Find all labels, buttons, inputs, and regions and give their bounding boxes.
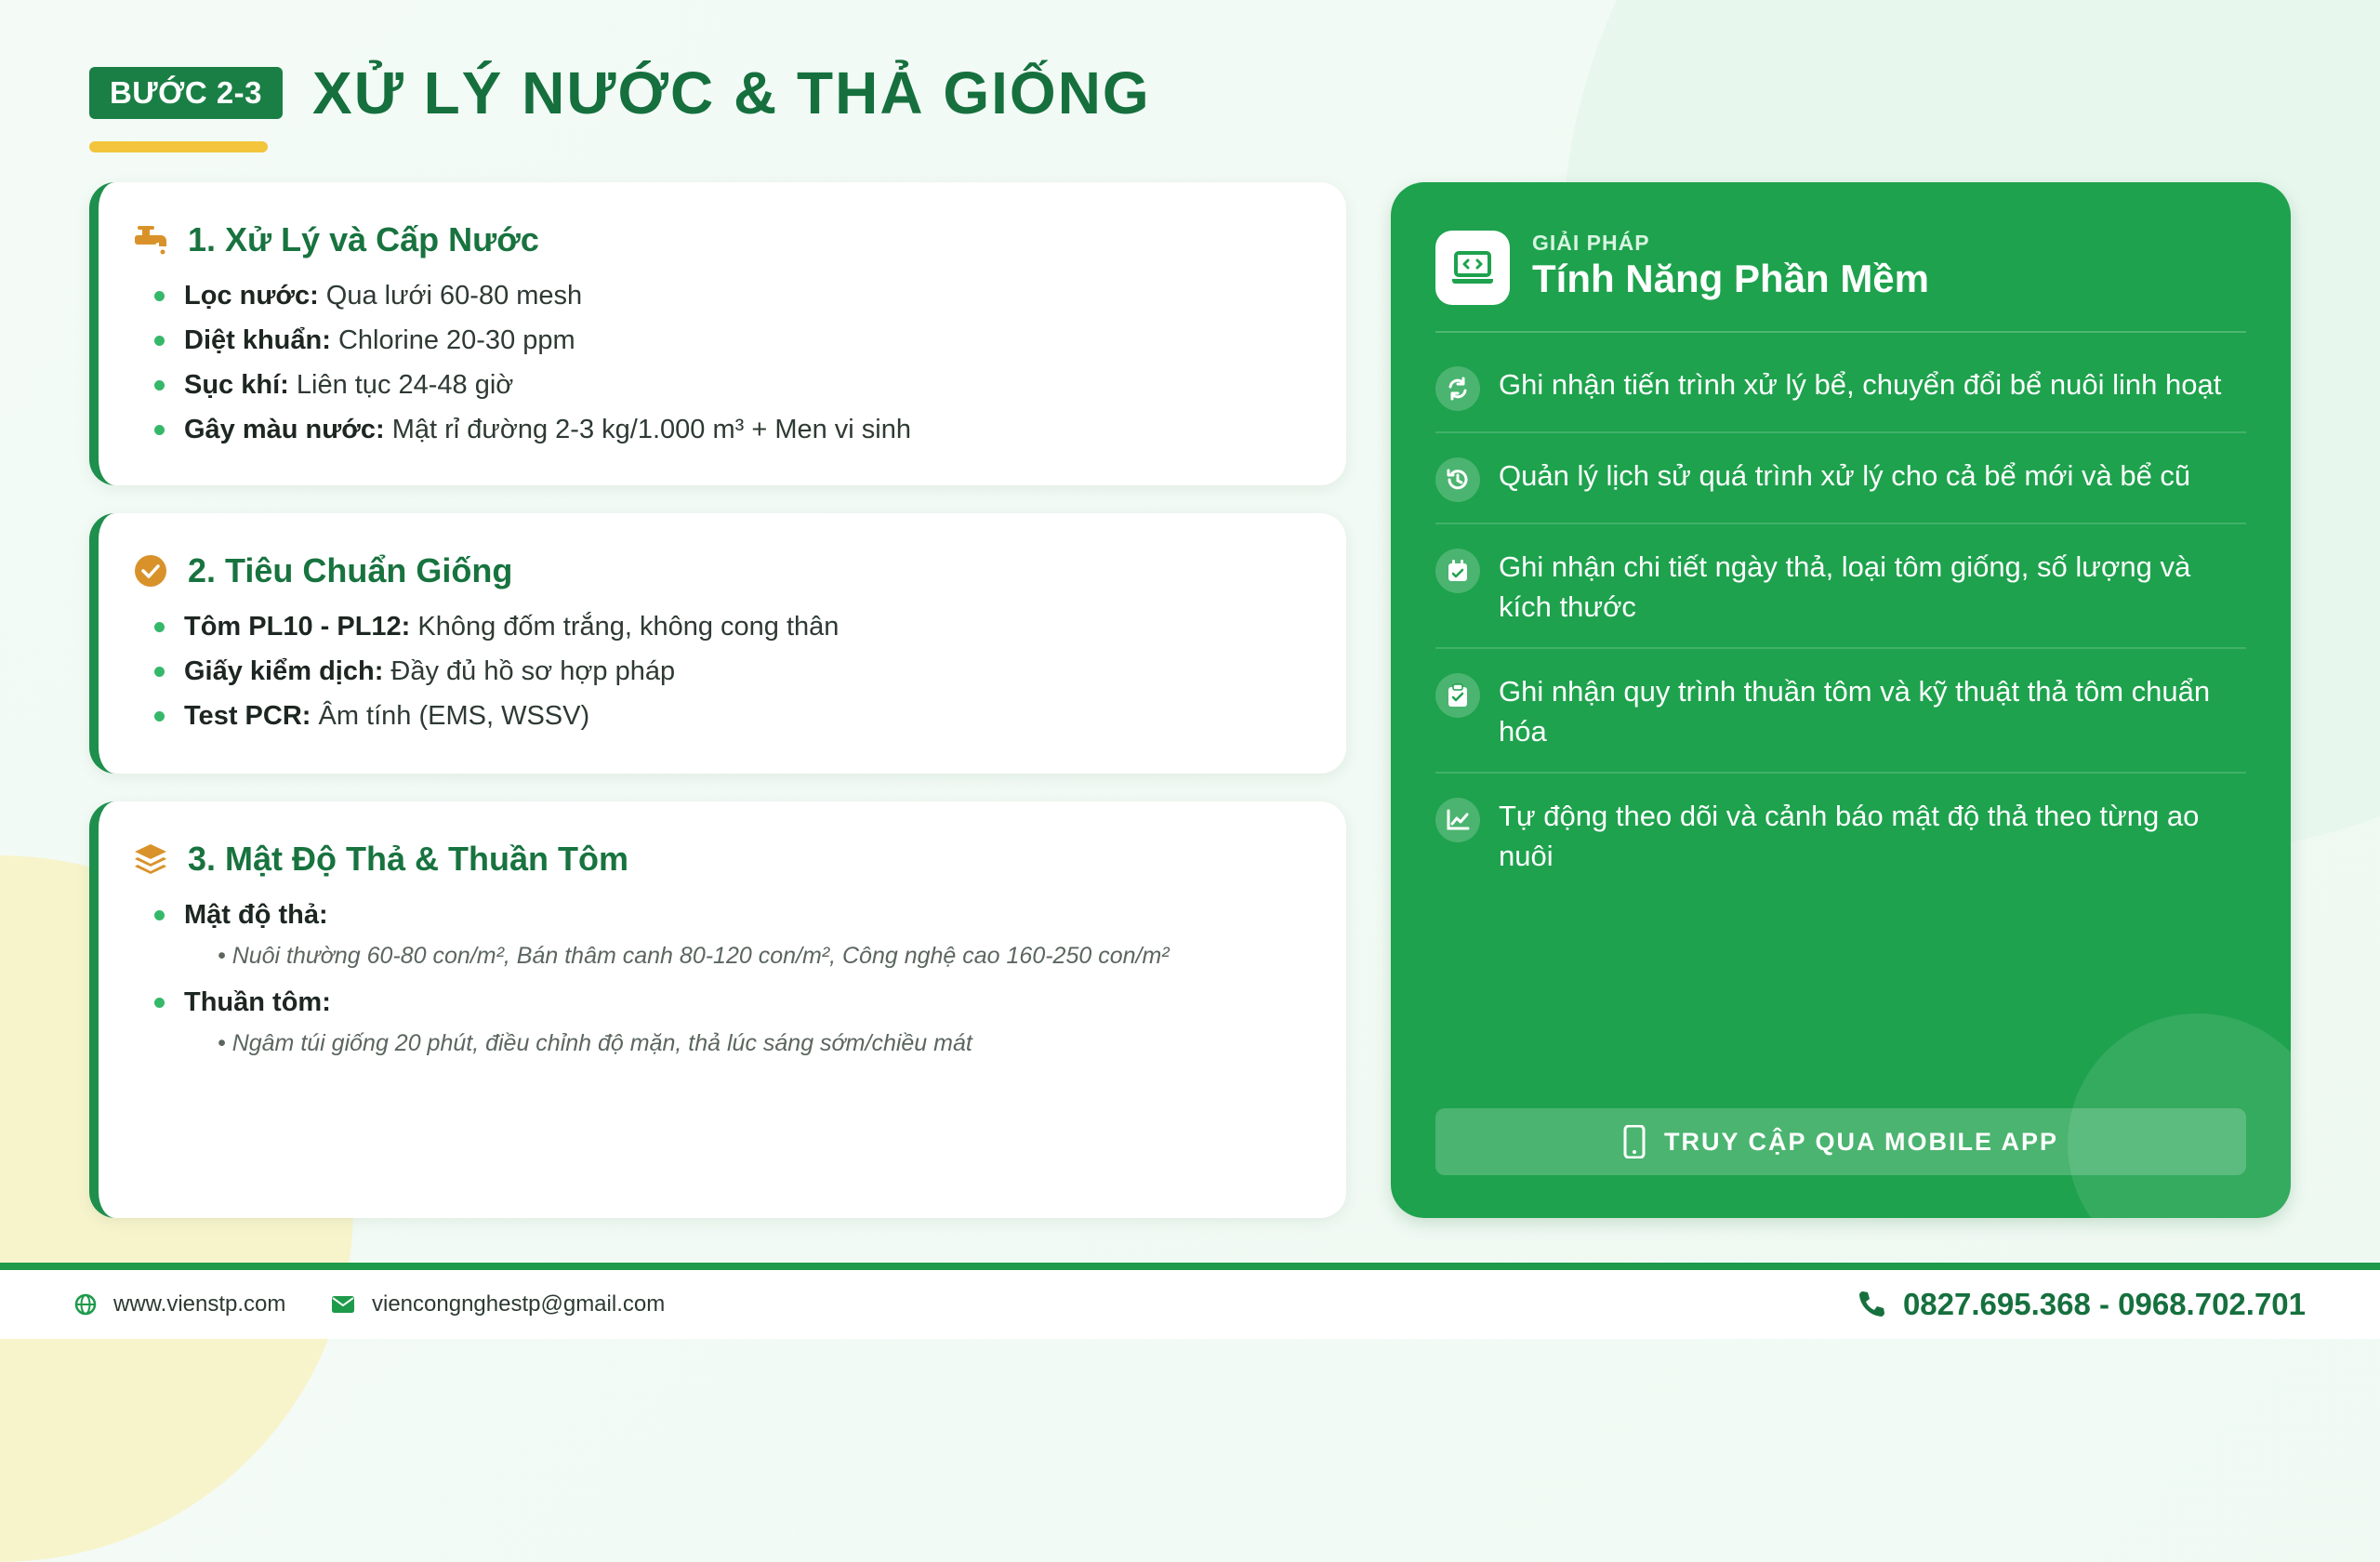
feature-item — [1435, 796, 2246, 896]
card-header — [132, 835, 1346, 883]
feature-text: Ghi nhận quy trình thuần tôm và kỹ thuật thả tôm chuẩn hóa — [1499, 675, 2211, 748]
card-stocking-density — [89, 801, 1346, 1218]
list-item-detail: • Nuôi thường 60-80 con/m², Bán thâm canh 80-120 con/m², Công nghệ cao 160-250 con/m² — [218, 943, 1170, 969]
list-item: Test PCR: Âm tính (EMS, WSSV) — [154, 694, 1346, 738]
phone-icon — [1857, 1290, 1886, 1319]
layers-icon — [132, 841, 169, 878]
website-text: www.vienstp.com — [113, 1291, 286, 1317]
history-icon — [1435, 457, 1480, 502]
laptop-code-icon — [1435, 231, 1510, 305]
card-title: 2. Tiêu Chuẩn Giống — [188, 551, 513, 589]
feature-item — [1435, 456, 2246, 524]
title-underline — [89, 141, 268, 152]
feature-item — [1435, 547, 2246, 649]
feature-text: Ghi nhận chi tiết ngày thả, loại tôm giống, số lượng và kích thước — [1499, 550, 2191, 623]
list-item: Mật độ thả: — [154, 893, 1346, 937]
mobile-app-button[interactable] — [1435, 1108, 2246, 1175]
chart-line-icon — [1435, 798, 1480, 842]
card-title: 1. Xử Lý và Cấp Nước — [188, 220, 539, 258]
card-header — [132, 547, 1346, 595]
footer-email[interactable] — [331, 1270, 665, 1339]
panel-kicker: GIẢI PHÁP — [1532, 231, 1650, 255]
list-item: Giấy kiểm dịch: Đầy đủ hồ sơ hợp pháp — [154, 649, 1346, 694]
calendar-check-icon — [1435, 549, 1480, 593]
card-title: 3. Mật Độ Thả & Thuần Tôm — [188, 840, 628, 878]
divider — [1435, 331, 2246, 333]
feature-item — [1435, 671, 2246, 774]
phone-text: 0827.695.368 - 0968.702.701 — [1902, 1287, 2306, 1321]
page-title: XỬ LÝ NƯỚC & THẢ GIỐNG — [312, 60, 1151, 126]
list-item: Thuần tôm: — [154, 980, 1346, 1025]
list-item: Gây màu nước: Mật rỉ đường 2-3 kg/1.000 m³ + Men vi sinh — [154, 407, 1346, 452]
feature-list — [1435, 364, 2246, 919]
card-header — [132, 216, 1346, 264]
list-item: Lọc nước: Qua lưới 60-80 mesh — [154, 273, 1346, 318]
footer-website[interactable] — [74, 1270, 285, 1339]
list-item: Tôm PL10 - PL12: Không đốm trắng, không cong thân — [154, 604, 1346, 649]
feature-item — [1435, 364, 2246, 433]
feature-text: Quản lý lịch sử quá trình xử lý cho cả bể mới và bể cũ — [1499, 459, 2191, 492]
footer-phone[interactable] — [1857, 1270, 2306, 1339]
feature-text: Tự động theo dõi và cảnh báo mật độ thả theo từng ao nuôi — [1499, 800, 2200, 872]
step-badge: BƯỚC 2-3 — [89, 67, 283, 119]
footer — [0, 1263, 2380, 1339]
globe-icon — [74, 1293, 97, 1316]
email-text: viencongnghestp@gmail.com — [372, 1291, 666, 1317]
check-circle-icon — [132, 552, 169, 589]
software-features-panel — [1391, 182, 2291, 1218]
panel-title: Tính Năng Phần Mềm — [1532, 257, 1930, 300]
clipboard-check-icon — [1435, 673, 1480, 718]
envelope-icon — [331, 1295, 355, 1314]
sync-icon — [1435, 366, 1480, 411]
mobile-app-button-label: TRUY CẬP QUA MOBILE APP — [1663, 1127, 2059, 1156]
faucet-icon — [132, 221, 169, 258]
feature-text: Ghi nhận tiến trình xử lý bể, chuyển đổi bể nuôi linh hoạt — [1499, 368, 2222, 401]
list-item: Sục khí: Liên tục 24-48 giờ — [154, 363, 1346, 407]
mobile-phone-icon — [1623, 1125, 1646, 1158]
list-item: Diệt khuẩn: Chlorine 20-30 ppm — [154, 318, 1346, 363]
card-water-treatment — [89, 182, 1346, 485]
list-item-detail: • Ngâm túi giống 20 phút, điều chỉnh độ mặn, thả lúc sáng sớm/chiều mát — [218, 1030, 972, 1056]
card-seed-standard — [89, 513, 1346, 774]
